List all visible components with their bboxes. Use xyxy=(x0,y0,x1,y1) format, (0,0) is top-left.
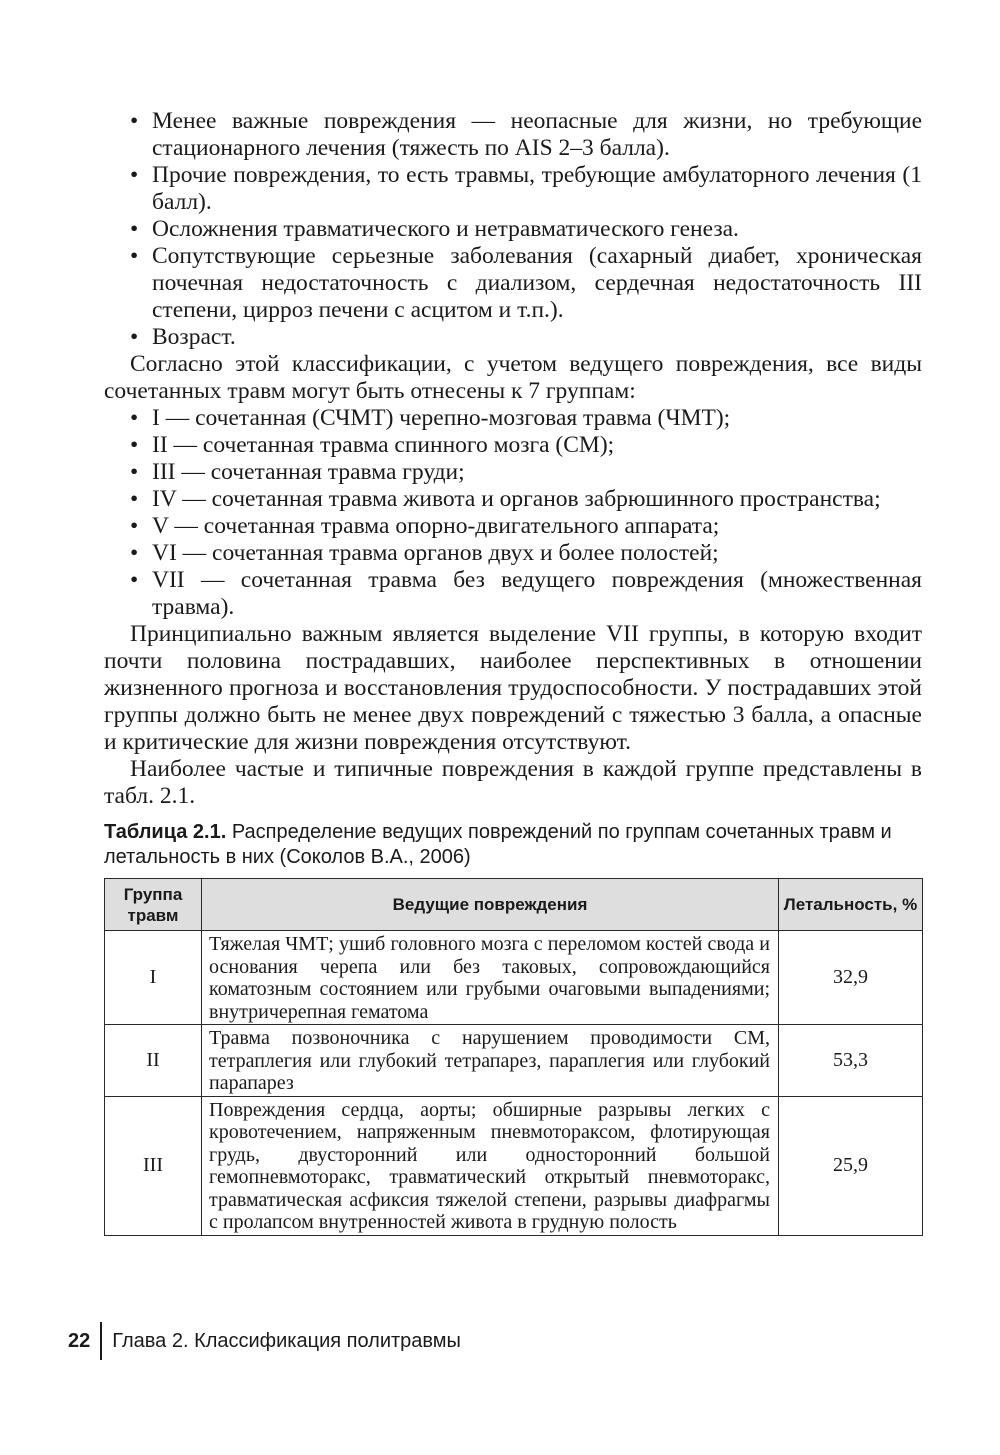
page-footer xyxy=(68,1322,461,1360)
chapter-title: Глава 2. Классификация политравмы xyxy=(112,1329,461,1352)
table-header-row xyxy=(105,879,923,931)
list-item: • Осложнения травматического и нетравматического генеза. xyxy=(104,216,922,243)
table-row xyxy=(105,1096,923,1235)
list-item: • VII — сочетанная травма без ведущего повреждения (множественная травма). xyxy=(104,567,922,621)
paragraph-group-seven: Принципиально важным является выделение VII группы, в которую входит почти половина пострадавших, наиболее перспективных в отношении жизненного прогноза и восстановления трудоспособности. У пострадавших этой группы должно быть не менее двух повреждений с тяжестью 3 балла, а опасные и критические для жизни повреждения отсутствуют. xyxy=(104,621,922,755)
list-item: • Прочие повреждения, то есть травмы, требующие амбулаторного лечения (1 балл). xyxy=(104,162,922,216)
page-body xyxy=(104,108,922,1236)
list-item: • VI — сочетанная травма органов двух и более полостей; xyxy=(104,540,922,567)
table-caption xyxy=(104,820,922,870)
cell-injuries: Травма позвоночника с нарушением проводимости СМ, тетраплегия или глубокий тетрапарез, параплегия или глубокий парапарез xyxy=(202,1025,779,1097)
list-item: • II — сочетанная травма спинного мозга (СМ); xyxy=(104,432,922,459)
cell-group: III xyxy=(105,1096,202,1235)
bullet-list-categories xyxy=(104,108,922,351)
cell-group: II xyxy=(105,1025,202,1097)
list-item: • III — сочетанная травма груди; xyxy=(104,459,922,486)
list-item: • Возраст. xyxy=(104,324,922,351)
list-item: • Сопутствующие серьезные заболевания (сахарный диабет, хроническая почечная недостаточность с диализом, сердечная недостаточность III степени, цирроз печени с асцитом и т.п.). xyxy=(104,243,922,324)
bullet-list-groups xyxy=(104,405,922,621)
table-row xyxy=(105,931,923,1025)
cell-mortality: 32,9 xyxy=(779,931,923,1025)
table-row xyxy=(105,1025,923,1097)
list-item: • Менее важные повреждения — неопасные для жизни, но требующие стационарного лечения (тяжесть по AIS 2–3 балла). xyxy=(104,108,922,162)
page-number: 22 xyxy=(68,1329,91,1352)
header-group: Группа травм xyxy=(105,879,202,931)
footer-divider xyxy=(100,1322,102,1360)
header-mortality: Летальность, % xyxy=(779,879,923,931)
cell-mortality: 25,9 xyxy=(779,1096,923,1235)
list-item: • I — сочетанная (СЧМТ) черепно-мозговая травма (ЧМТ); xyxy=(104,405,922,432)
paragraph-table-reference: Наиболее частые и типичные повреждения в каждой группе представлены в табл. 2.1. xyxy=(104,756,922,809)
cell-injuries: Повреждения сердца, аорты; обширные разрывы легких с кровотечением, напряженным пневмотораксом, флотирующая грудь, двусторонний или односторонний большой гемопневмоторакс, травматический открытый пневмоторакс, травматическая асфиксия тяжелой степени, разрывы диафрагмы с пролапсом внутренностей живота в грудную полость xyxy=(202,1096,779,1235)
cell-group: I xyxy=(105,931,202,1025)
injury-table xyxy=(104,878,923,1236)
list-item: • IV — сочетанная травма живота и органов забрюшинного пространства; xyxy=(104,486,922,513)
cell-mortality: 53,3 xyxy=(779,1025,923,1097)
table-caption-text: Распределение ведущих повреждений по группам сочетанных травм и летальность в них (Соколов В.А., 2006) xyxy=(104,821,892,868)
paragraph-groups-intro: Согласно этой классификации, с учетом ведущего повреждения, все виды сочетанных травм могут быть отнесены к 7 группам: xyxy=(104,351,922,404)
list-item: • V — сочетанная травма опорно-двигательного аппарата; xyxy=(104,513,922,540)
table-caption-label: Таблица 2.1. xyxy=(104,821,227,843)
cell-injuries: Тяжелая ЧМТ; ушиб головного мозга с переломом костей свода и основания черепа или без таковых, сопровождающийся коматозным состоянием или грубыми очаговыми выпадениями; внутричерепная гематома xyxy=(202,931,779,1025)
header-injuries: Ведущие повреждения xyxy=(202,879,779,931)
